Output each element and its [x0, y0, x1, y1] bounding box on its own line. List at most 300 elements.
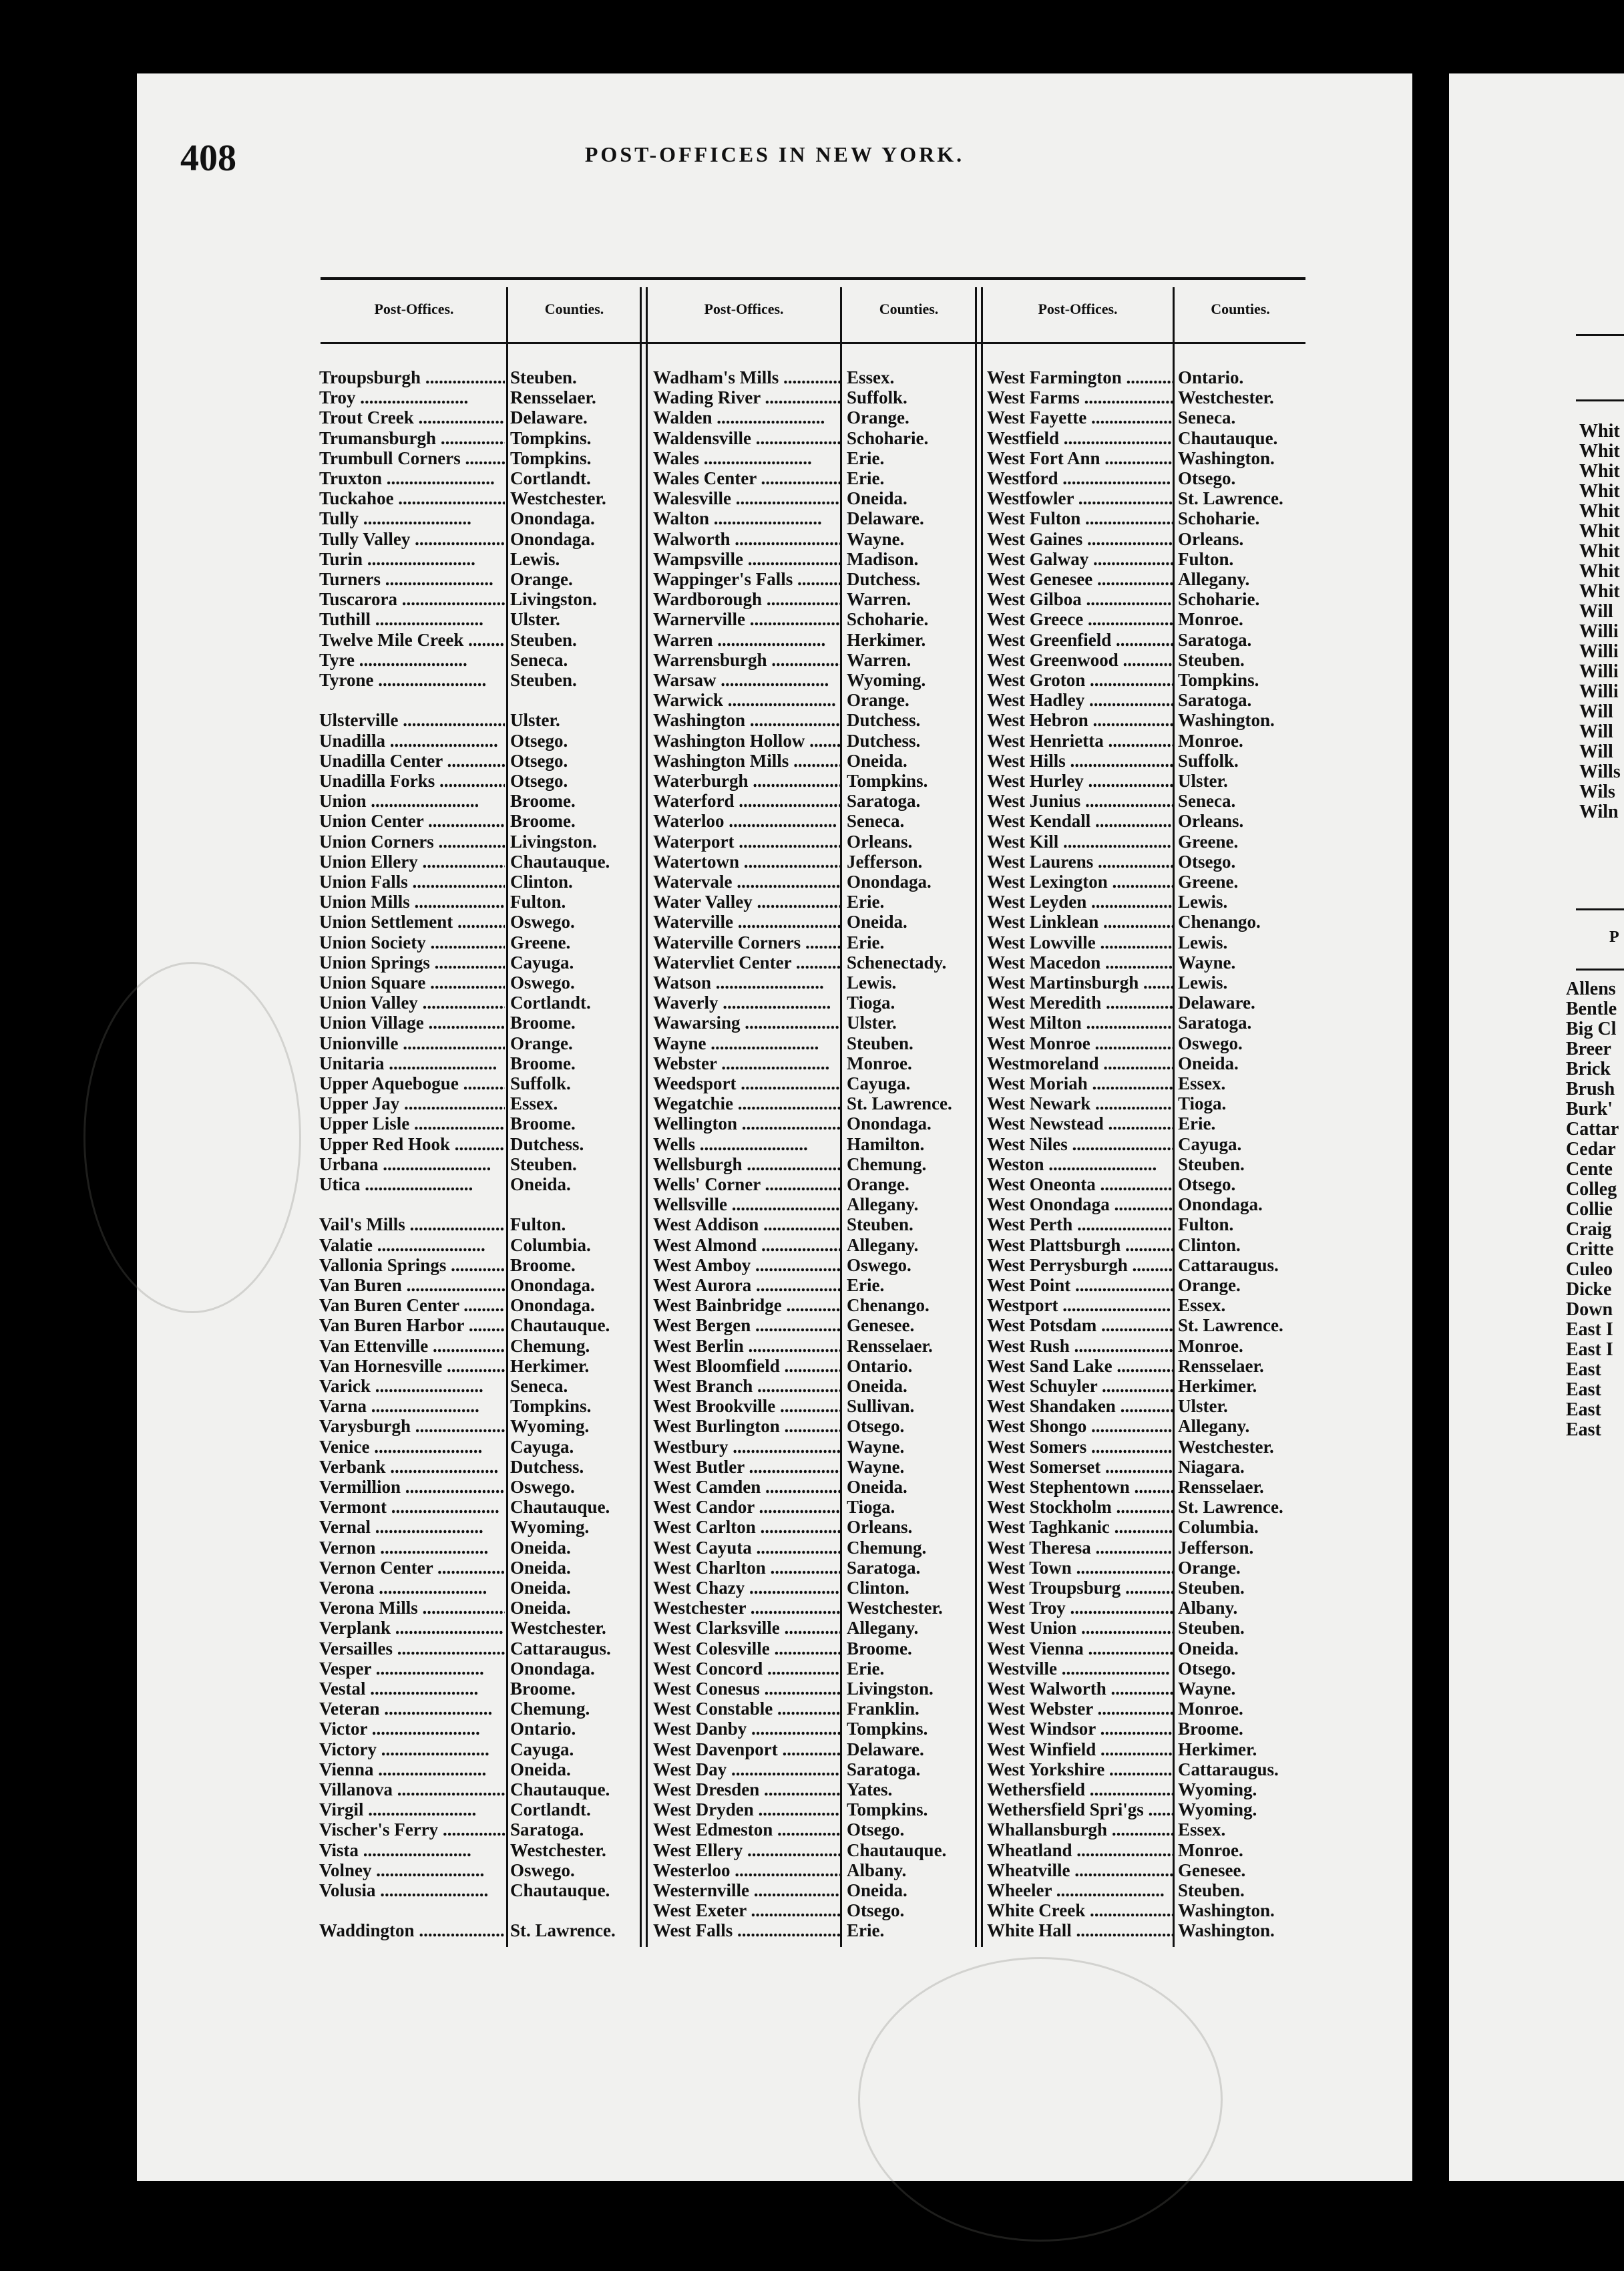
header-po-1: Post-Offices.: [374, 301, 454, 317]
post-office-name: West Falls .....: [653, 1920, 841, 1940]
county-name: Essex.: [1178, 1295, 1226, 1316]
list-item: [319, 1295, 644, 1315]
list-item: [987, 1235, 1311, 1255]
facing-fragment: Whit: [1579, 581, 1620, 602]
list-item: [987, 1457, 1311, 1477]
county-name: Cayuga.: [510, 952, 574, 973]
list-item: [987, 993, 1311, 1013]
list-item: [653, 932, 980, 952]
post-office-name: West Chazy .....: [653, 1578, 841, 1598]
post-office-name: Vermont .....: [319, 1497, 505, 1517]
post-office-name: Van Buren Center .....: [319, 1295, 505, 1315]
post-office-name: Verbank .....: [319, 1457, 505, 1477]
list-item: [653, 731, 980, 751]
list-item: [653, 710, 980, 730]
list-item: [653, 1093, 980, 1113]
post-office-name: Union Village .....: [319, 1013, 505, 1033]
county-name: Cayuga.: [1178, 1133, 1242, 1154]
list-item: [653, 791, 980, 811]
post-office-name: Wawarsing .....: [653, 1013, 841, 1033]
post-office-name: West Bloomfield .....: [653, 1356, 841, 1376]
county-name: Cayuga.: [847, 1073, 911, 1093]
county-name: Essex.: [1178, 1073, 1226, 1093]
county-name: Erie.: [1178, 1113, 1216, 1134]
post-office-name: West Exeter .....: [653, 1900, 841, 1920]
post-office-name: West Newark .....: [987, 1093, 1173, 1113]
post-office-name: West Camden .....: [653, 1477, 841, 1497]
post-office-name: Turin .....: [319, 549, 505, 569]
county-name: St. Lawrence.: [847, 1093, 952, 1114]
county-name: Greene.: [510, 932, 571, 952]
list-item: [987, 1719, 1311, 1739]
county-name: Saratoga.: [847, 791, 921, 812]
facing-fragment: Craig: [1566, 1219, 1612, 1240]
post-office-name: West Aurora .....: [653, 1275, 841, 1295]
county-name: Chautauque.: [847, 1840, 947, 1860]
county-name: Broome.: [510, 1679, 576, 1699]
post-office-name: Washington Mills .....: [653, 751, 841, 771]
list-item: [653, 1900, 980, 1920]
post-office-name: White Creek .....: [987, 1900, 1173, 1920]
county-name: Ulster.: [510, 609, 560, 630]
county-name: Onondaga.: [847, 1113, 932, 1134]
post-office-name: Wales .....: [653, 448, 841, 468]
county-name: Steuben.: [1178, 1880, 1245, 1900]
list-item: [319, 811, 644, 831]
post-office-name: West Branch .....: [653, 1376, 841, 1396]
list-item: [319, 852, 644, 872]
list-item: [653, 1538, 980, 1558]
list-item: [987, 1860, 1311, 1880]
list-item: [653, 1799, 980, 1819]
facing-page: [1449, 73, 1624, 2181]
list-item: [987, 529, 1311, 549]
list-item: [987, 650, 1311, 670]
list-item: [319, 1255, 644, 1275]
county-name: Schoharie.: [1178, 508, 1260, 529]
county-name: Chenango.: [847, 1295, 930, 1316]
county-name: Rensselaer.: [510, 387, 596, 408]
post-office-name: West Burlington .....: [653, 1416, 841, 1436]
facing-fragment: Burk': [1566, 1099, 1613, 1119]
county-name: Allegany.: [1178, 569, 1250, 589]
post-office-name: White Hall .....: [987, 1920, 1173, 1940]
list-item: [319, 1396, 644, 1416]
post-office-name: West Ellery .....: [653, 1840, 841, 1860]
county-name: Jefferson.: [1178, 1537, 1254, 1558]
post-office-name: Turners .....: [319, 569, 505, 589]
post-office-name: West Dryden .....: [653, 1799, 841, 1819]
post-office-name: Vernal .....: [319, 1517, 505, 1537]
post-office-name: Water Valley .....: [653, 892, 841, 912]
facing-fragment: Breer: [1566, 1039, 1611, 1059]
page-number: 408: [180, 138, 236, 179]
county-name: Herkimer.: [847, 629, 926, 650]
list-item: [319, 751, 644, 771]
list-item: [987, 1154, 1311, 1174]
county-name: Cortlandt.: [510, 993, 591, 1013]
post-office-name: Weedsport .....: [653, 1073, 841, 1093]
county-name: Monroe.: [847, 1053, 912, 1073]
county-name: Schoharie.: [847, 609, 929, 630]
facing-fragment: Brush: [1566, 1079, 1615, 1099]
county-name: Rensselaer.: [847, 1335, 933, 1356]
list-item: [319, 912, 644, 932]
water-stain: [83, 962, 301, 1313]
county-name: Monroe.: [1178, 730, 1243, 751]
list-item: [653, 1437, 980, 1457]
facing-fragment: Will: [1579, 721, 1613, 742]
county-name: Chemung.: [847, 1537, 927, 1558]
post-office-name: West Junius .....: [987, 791, 1173, 811]
list-item: [987, 387, 1311, 407]
post-office-name: Van Buren Harbor .....: [319, 1315, 505, 1335]
header-bottom-rule: [321, 342, 1305, 344]
county-name: Orange.: [1178, 1557, 1241, 1578]
post-office-name: West Monroe .....: [987, 1033, 1173, 1053]
county-name: Fulton.: [510, 892, 566, 912]
list-item: [653, 1053, 980, 1073]
post-office-name: Westernville .....: [653, 1880, 841, 1900]
post-office-name: West Potsdam .....: [987, 1315, 1173, 1335]
county-name: Chautauque.: [510, 1779, 610, 1799]
post-office-name: West Hebron .....: [987, 710, 1173, 730]
post-office-name: West Laurens .....: [987, 852, 1173, 872]
post-office-name: West Leyden .....: [987, 892, 1173, 912]
list-item: [319, 1416, 644, 1436]
post-office-name: Volney .....: [319, 1860, 505, 1880]
post-office-name: West Linklean .....: [987, 912, 1173, 932]
post-office-name: West Sand Lake .....: [987, 1356, 1173, 1376]
county-name: Onondaga.: [847, 872, 932, 892]
county-name: Otsego.: [847, 1416, 905, 1437]
county-name: Chenango.: [1178, 912, 1261, 932]
post-office-name: West Fulton .....: [987, 508, 1173, 528]
list-item: [319, 731, 644, 751]
facing-fragment: Whit: [1579, 461, 1620, 482]
list-item: [987, 1638, 1311, 1658]
post-office-name: West Constable .....: [653, 1699, 841, 1719]
county-name: Tompkins.: [510, 1396, 592, 1417]
list-item: [987, 367, 1311, 387]
list-item: [987, 549, 1311, 569]
county-name: Broome.: [1178, 1719, 1243, 1739]
list-item: [319, 1457, 644, 1477]
county-name: Franklin.: [847, 1699, 920, 1719]
county-name: Onondaga.: [510, 1275, 595, 1295]
county-name: Onondaga.: [510, 528, 595, 549]
county-name: Orange.: [510, 1033, 573, 1053]
post-office-name: West Niles .....: [987, 1134, 1173, 1154]
list-item: [653, 589, 980, 609]
county-name: Broome.: [510, 1053, 576, 1073]
county-name: Steuben.: [1178, 1154, 1245, 1174]
county-name: Oswego.: [510, 973, 575, 993]
facing-fragment: Colleg: [1566, 1179, 1617, 1200]
post-office-name: Unionville .....: [319, 1033, 505, 1053]
post-office-name: Upper Red Hook .....: [319, 1134, 505, 1154]
list-item: [987, 1336, 1311, 1356]
list-item: [653, 367, 980, 387]
post-office-name: West Almond .....: [653, 1235, 841, 1255]
post-office-name: Waterville .....: [653, 912, 841, 932]
county-name: Suffolk.: [1178, 750, 1239, 771]
list-item: [653, 1578, 980, 1598]
post-office-name: West Plattsburgh .....: [987, 1235, 1173, 1255]
list-item: [653, 1013, 980, 1033]
county-name: Erie.: [847, 932, 885, 952]
county-name: Suffolk.: [847, 387, 907, 408]
facing-fragment: Whit: [1579, 441, 1620, 462]
county-name: St. Lawrence.: [1178, 1497, 1283, 1518]
post-office-name: Union Springs .....: [319, 952, 505, 973]
facing-fragment: Cente: [1566, 1159, 1613, 1180]
county-name: Warren.: [847, 649, 911, 670]
list-item: [987, 1517, 1311, 1537]
list-item: [319, 1860, 644, 1880]
list-item: [319, 1113, 644, 1133]
county-name: Erie.: [847, 448, 885, 468]
county-name: Oswego.: [847, 1254, 911, 1275]
list-item: [987, 1558, 1311, 1578]
facing-fragment: Wils: [1579, 781, 1615, 802]
list-item: [319, 1134, 644, 1154]
header-po-2: Post-Offices.: [704, 301, 784, 317]
county-name: Oneida.: [510, 1537, 571, 1558]
list-item: [653, 1517, 980, 1537]
list-item: [319, 407, 644, 427]
list-item: [319, 1819, 644, 1840]
list-item: [319, 367, 644, 387]
list-item: [987, 811, 1311, 831]
list-item: [319, 932, 644, 952]
list-item: [653, 488, 980, 508]
county-name: Broome.: [510, 1013, 576, 1033]
post-office-name: Tuscarora .....: [319, 589, 505, 609]
county-name: Essex.: [1178, 1819, 1226, 1840]
county-name: Delaware.: [847, 508, 924, 529]
county-name: St. Lawrence.: [1178, 488, 1283, 509]
county-name: Schoharie.: [847, 427, 929, 448]
list-item: [987, 1779, 1311, 1799]
post-office-name: Wampsville .....: [653, 549, 841, 569]
list-item: [319, 650, 644, 670]
post-office-name: Westbury .....: [653, 1437, 841, 1457]
list-item: [653, 508, 980, 528]
post-office-name: Valatie .....: [319, 1235, 505, 1255]
post-office-name: Westchester .....: [653, 1598, 841, 1618]
county-name: Schenectady.: [847, 952, 947, 973]
list-item: [653, 973, 980, 993]
county-name: Oneida.: [1178, 1638, 1239, 1658]
county-name: Oswego.: [510, 1860, 575, 1880]
list-item: [319, 1618, 644, 1638]
post-office-name: Tuthill .....: [319, 609, 505, 629]
list-item: [987, 448, 1311, 468]
list-item: [319, 1880, 644, 1900]
county-name: Tompkins.: [1178, 670, 1259, 690]
post-office-name: Verona .....: [319, 1578, 505, 1598]
post-office-name: Union Square .....: [319, 973, 505, 993]
county-name: Steuben.: [1178, 1618, 1245, 1638]
list-item: [987, 1376, 1311, 1396]
post-office-name: Wells' Corner .....: [653, 1174, 841, 1194]
list-item: [653, 1860, 980, 1880]
county-name: Wayne.: [1178, 952, 1236, 973]
post-office-name: Varysburgh .....: [319, 1416, 505, 1436]
post-office-name: Tully Valley .....: [319, 529, 505, 549]
list-item: [319, 993, 644, 1013]
facing-fragment: East I: [1566, 1319, 1613, 1340]
post-office-name: Weston .....: [987, 1154, 1173, 1174]
post-office-name: Wales Center .....: [653, 468, 841, 488]
list-item: [653, 912, 980, 932]
list-item: [987, 1618, 1311, 1638]
facing-fragment: Will: [1579, 701, 1613, 722]
post-office-name: Vista .....: [319, 1840, 505, 1860]
county-name: Ontario.: [847, 1355, 913, 1376]
post-office-name: West Windsor .....: [987, 1719, 1173, 1739]
county-name: Rensselaer.: [1178, 1477, 1264, 1497]
list-item: [653, 1759, 980, 1779]
county-name: Lewis.: [847, 973, 897, 993]
facing-rule: [1576, 399, 1624, 401]
post-office-name: Westerloo .....: [653, 1860, 841, 1880]
list-item: [987, 508, 1311, 528]
post-office-name: Venice .....: [319, 1437, 505, 1457]
list-item: [987, 468, 1311, 488]
post-office-name: West Theresa .....: [987, 1538, 1173, 1558]
facing-fragment: Allens: [1566, 979, 1616, 999]
list-item: [319, 387, 644, 407]
list-item: [987, 1477, 1311, 1497]
post-office-name: West Onondaga .....: [987, 1194, 1173, 1214]
county-name: Cattaraugus.: [1178, 1254, 1279, 1275]
county-name: Jefferson.: [847, 851, 923, 872]
post-office-name: Wellsville .....: [653, 1194, 841, 1214]
facing-fragment: Bentle: [1566, 999, 1617, 1019]
list-item: [987, 1739, 1311, 1759]
list-item: [653, 1376, 980, 1396]
county-name: Chautauque.: [510, 1315, 610, 1336]
post-office-name: Walworth .....: [653, 529, 841, 549]
county-name: Oswego.: [510, 912, 575, 932]
county-name: Wayne.: [847, 1456, 905, 1477]
facing-rule: [1576, 969, 1624, 971]
post-office-name: Troupsburgh .....: [319, 367, 505, 387]
list-item: [319, 1376, 644, 1396]
post-office-name: Ulsterville .....: [319, 710, 505, 730]
post-office-name: Wellington .....: [653, 1113, 841, 1133]
list-item: [987, 771, 1311, 791]
list-item: [987, 690, 1311, 710]
list-item: [319, 771, 644, 791]
list-item: [653, 569, 980, 589]
list-item: [987, 1113, 1311, 1133]
county-name: Seneca.: [510, 649, 568, 670]
post-office-name: West Day .....: [653, 1759, 841, 1779]
county-name: Delaware.: [510, 407, 588, 428]
post-office-name: Upper Jay .....: [319, 1093, 505, 1113]
county-name: Sullivan.: [847, 1396, 915, 1417]
post-office-name: West Point .....: [987, 1275, 1173, 1295]
county-name: Essex.: [510, 1093, 558, 1114]
list-item: [987, 1315, 1311, 1335]
county-name: Columbia.: [1178, 1517, 1259, 1538]
post-office-name: Trout Creek .....: [319, 407, 505, 427]
county-name: Washington.: [1178, 710, 1275, 731]
post-office-name: West Genesee .....: [987, 569, 1173, 589]
list-item: [987, 912, 1311, 932]
post-office-name: Van Hornesville .....: [319, 1356, 505, 1376]
post-office-name: West Newstead .....: [987, 1113, 1173, 1133]
list-item: [319, 1638, 644, 1658]
post-office-name: Verplank .....: [319, 1618, 505, 1638]
county-name: Ontario.: [510, 1719, 576, 1739]
list-item: [319, 1053, 644, 1073]
county-name: Greene.: [1178, 872, 1239, 892]
post-office-name: West Shongo .....: [987, 1416, 1173, 1436]
county-name: Otsego.: [510, 730, 568, 751]
county-name: Delaware.: [847, 1739, 924, 1759]
list-item: [319, 791, 644, 811]
list-item: [653, 771, 980, 791]
county-name: Otsego.: [510, 750, 568, 771]
list-item: [987, 1840, 1311, 1860]
list-item: [987, 1598, 1311, 1618]
post-office-name: Watson .....: [653, 973, 841, 993]
county-name: Herkimer.: [1178, 1739, 1257, 1759]
county-name: Cayuga.: [510, 1739, 574, 1759]
county-name: Oswego.: [510, 1477, 575, 1497]
county-name: Saratoga.: [1178, 1013, 1252, 1033]
list-item: [653, 1457, 980, 1477]
list-item: [319, 529, 644, 549]
post-office-name: West Carlton .....: [653, 1517, 841, 1537]
county-name: Fulton.: [1178, 1214, 1234, 1235]
county-name: Tioga.: [847, 993, 895, 1013]
post-office-name: Wading River .....: [653, 387, 841, 407]
post-office-name: West Troy .....: [987, 1598, 1173, 1618]
list-item: [653, 1396, 980, 1416]
post-office-name: Utica .....: [319, 1174, 505, 1194]
post-office-name: Waldensville .....: [653, 428, 841, 448]
facing-fragment: Cattar: [1566, 1119, 1619, 1140]
post-office-name: West Charlton .....: [653, 1558, 841, 1578]
county-name: Seneca.: [1178, 791, 1236, 812]
list-item: [653, 1073, 980, 1093]
post-office-name: West Conesus .....: [653, 1679, 841, 1699]
post-office-name: Vienna .....: [319, 1759, 505, 1779]
list-item: [987, 1275, 1311, 1295]
county-name: Oneida.: [510, 1598, 571, 1618]
post-office-name: West Union .....: [987, 1618, 1173, 1638]
county-name: Steuben.: [510, 629, 577, 650]
county-name: Rensselaer.: [1178, 1355, 1264, 1376]
post-office-name: Unadilla .....: [319, 731, 505, 751]
list-item: [987, 407, 1311, 427]
county-name: Orange.: [847, 407, 909, 428]
post-office-name: Walesville .....: [653, 488, 841, 508]
county-name: Oswego.: [1178, 1033, 1243, 1053]
list-item: [319, 488, 644, 508]
county-name: Orange.: [1178, 1275, 1241, 1295]
post-office-name: West Milton .....: [987, 1013, 1173, 1033]
post-office-name: Urbana .....: [319, 1154, 505, 1174]
list-item: [987, 1356, 1311, 1376]
list-item: [319, 872, 644, 892]
county-name: Chemung.: [510, 1699, 590, 1719]
